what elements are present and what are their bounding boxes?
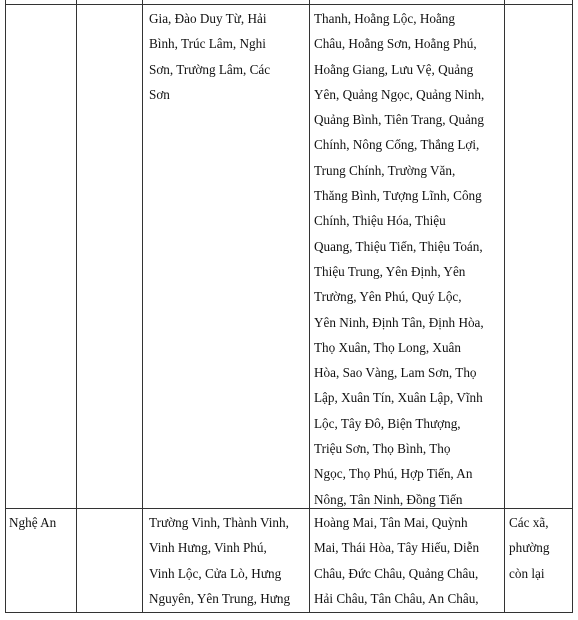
commune-list-line: Mai, Thái Hòa, Tây Hiếu, Diễn — [314, 540, 480, 556]
commune-list-line: Chính, Thiệu Hóa, Thiệu — [314, 213, 446, 229]
ward-list-line: Gia, Đào Duy Từ, Hải — [149, 11, 267, 26]
remaining-units-line: Các xã, — [509, 515, 549, 530]
table-top-border — [5, 4, 573, 5]
ward-list-line: Nguyên, Yên Trung, Hưng — [149, 590, 291, 606]
row2-province-cell — [9, 510, 56, 535]
commune-list-line: Hòa, Sao Vàng, Lam Sơn, Thọ — [314, 365, 477, 381]
commune-list-line: Lập, Xuân Tín, Xuân Lập, Vĩnh — [314, 390, 483, 406]
province-name: Nghệ An — [9, 515, 57, 530]
row2-col3-cell — [149, 510, 290, 611]
row1-col4-cell — [314, 6, 484, 512]
commune-list-line: Ngọc, Thọ Phú, Hợp Tiến, An — [314, 466, 473, 482]
commune-list-line: Hoằng Giang, Lưu Vệ, Quảng — [314, 61, 474, 77]
row2-col4-cell — [314, 510, 479, 611]
commune-list-line: Nông, Tân Ninh, Đồng Tiến — [314, 491, 463, 507]
row2-col5-cell — [509, 510, 550, 586]
commune-list-line: Yên, Quảng Ngọc, Quảng Ninh, — [314, 86, 485, 102]
commune-list-line: Quảng Bình, Tiên Trang, Quảng — [314, 112, 484, 128]
table-bottom-border — [5, 612, 573, 613]
commune-list-line: Quang, Thiệu Tiến, Thiệu Toán, — [314, 238, 483, 254]
commune-list-line: Thọ Xuân, Thọ Long, Xuân — [314, 339, 461, 355]
col-border-1 — [76, 0, 77, 613]
commune-list-line: Châu, Hoằng Sơn, Hoằng Phú, — [314, 36, 477, 52]
col-border-right — [572, 0, 573, 613]
commune-list-line: Châu, Đức Châu, Quảng Châu, — [314, 565, 479, 581]
commune-list-line: Thanh, Hoằng Lộc, Hoằng — [314, 11, 455, 26]
commune-list-line: Hải Châu, Tân Châu, An Châu, — [314, 590, 479, 606]
ward-list-line: Sơn, Trường Lâm, Các — [149, 61, 271, 77]
commune-list-line: Chính, Nông Cống, Thắng Lợi, — [314, 137, 480, 153]
commune-list-line: Yên Ninh, Định Tân, Định Hòa, — [314, 314, 484, 330]
commune-list-line: Thăng Bình, Tượng Lĩnh, Công — [314, 188, 482, 204]
col-border-2 — [142, 0, 143, 613]
remaining-units-line: còn lại — [509, 565, 545, 581]
col-border-4 — [504, 0, 505, 613]
commune-list-line: Lộc, Tây Đô, Biện Thượng, — [314, 415, 461, 431]
ward-list-line: Bình, Trúc Lâm, Nghi — [149, 36, 266, 52]
commune-list-line: Hoàng Mai, Tân Mai, Quỳnh — [314, 515, 468, 530]
ward-list-line: Vinh Hưng, Vinh Phú, — [149, 540, 267, 556]
col-border-left — [5, 0, 6, 613]
remaining-units-line: phường — [509, 540, 550, 556]
commune-list-line: Triệu Sơn, Thọ Bình, Thọ — [314, 441, 451, 457]
commune-list-line: Thiệu Trung, Yên Định, Yên — [314, 263, 466, 279]
ward-list-line: Vinh Lộc, Cửa Lò, Hưng — [149, 565, 282, 581]
row-divider — [5, 508, 573, 509]
col-border-3 — [309, 0, 310, 613]
row1-col3-cell — [149, 6, 270, 107]
commune-list-line: Trường, Yên Phú, Quý Lộc, — [314, 289, 462, 305]
commune-list-line: Trung Chính, Trường Văn, — [314, 162, 456, 178]
ward-list-line: Sơn — [149, 86, 170, 102]
ward-list-line: Trường Vinh, Thành Vinh, — [149, 515, 289, 530]
